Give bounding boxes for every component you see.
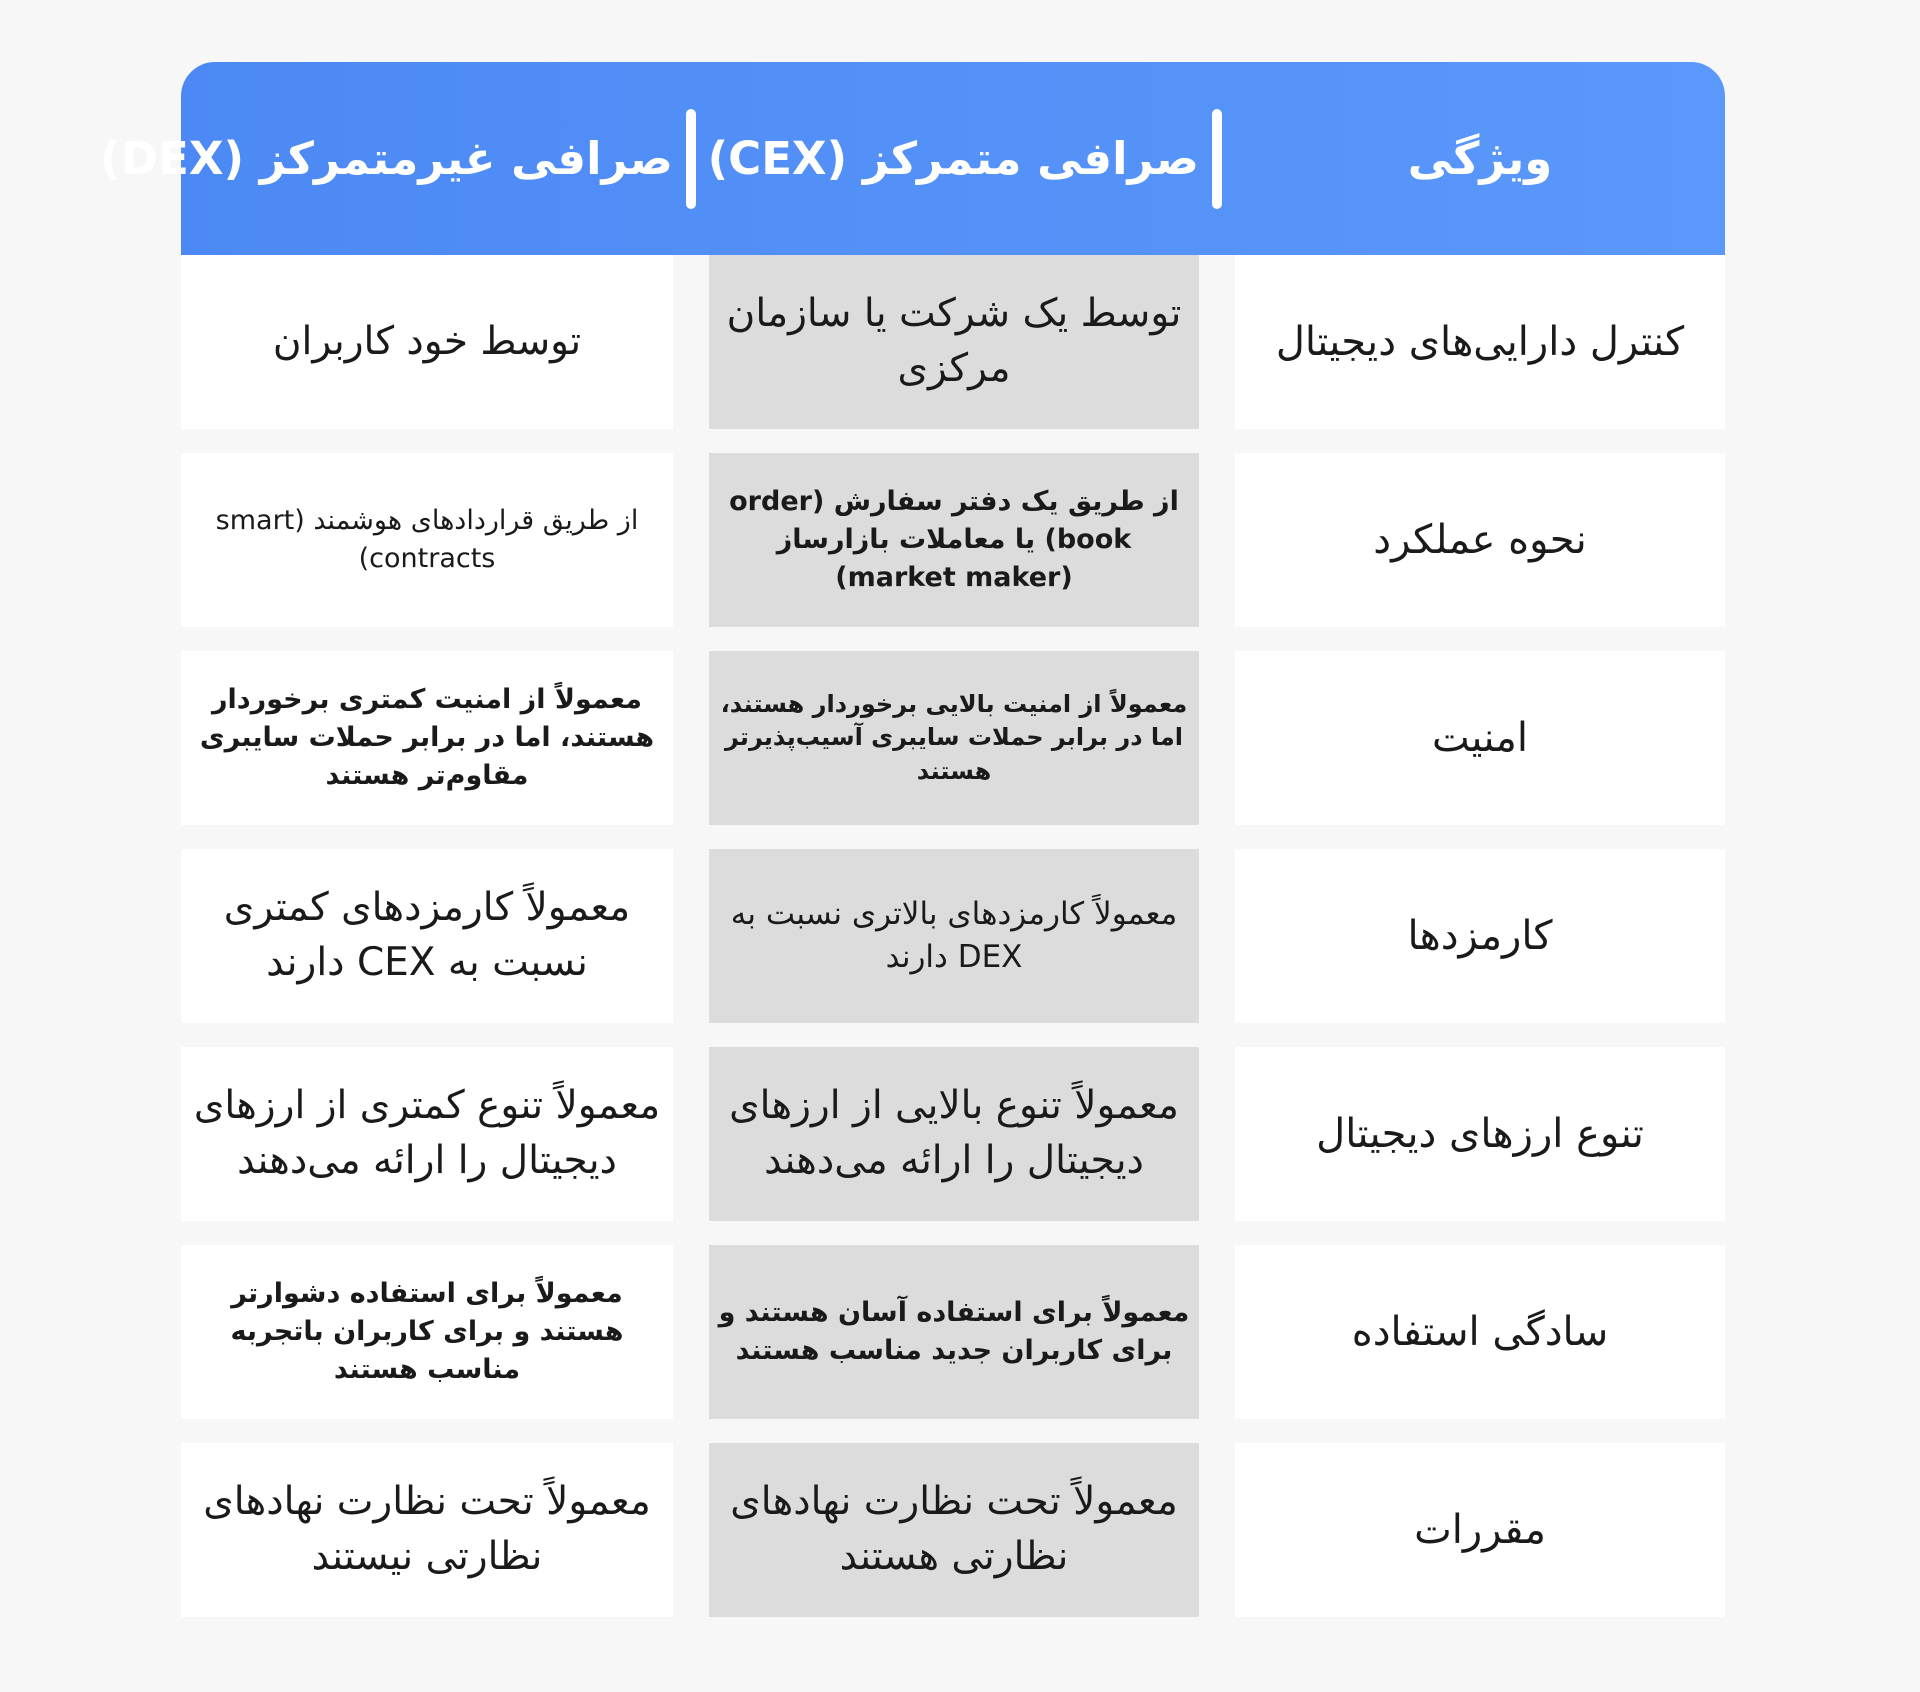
comparison-table (100, 62, 1725, 1617)
cex-cell: معمولاً برای استفاده آسان هستند و برای کاربران جدید مناسب هستند (709, 1245, 1199, 1419)
header-divider (673, 109, 709, 209)
table-row (181, 1245, 1725, 1419)
table-row (181, 453, 1725, 627)
header-cex: صرافی متمرکز (CEX) (707, 132, 1199, 185)
cex-cell: معمولاً تحت نظارت نهادهای نظارتی هستند (709, 1443, 1199, 1617)
cex-cell: از طریق یک دفتر سفارش (order book) یا معاملات بازارساز (market maker) (709, 453, 1199, 627)
feature-cell: مقررات (1235, 1443, 1725, 1617)
feature-cell: کارمزدها (1235, 849, 1725, 1023)
dex-cell: معمولاً تنوع کمتری از ارزهای دیجیتال را ارائه می‌دهند (181, 1047, 673, 1221)
feature-cell: امنیت (1235, 651, 1725, 825)
dex-cell: توسط خود کاربران (181, 255, 673, 429)
feature-cell: تنوع ارزهای دیجیتال (1235, 1047, 1725, 1221)
header-dex: صرافی غیرمتمرکز (DEX) (100, 132, 673, 185)
table-row (181, 651, 1725, 825)
dex-cell: معمولاً تحت نظارت نهادهای نظارتی نیستند (181, 1443, 673, 1617)
dex-cell: معمولاً کارمزدهای کمتری نسبت به CEX دارند (181, 849, 673, 1023)
dex-cell: معمولاً از امنیت کمتری برخوردار هستند، اما در برابر حملات سایبری مقاوم‌تر هستند (181, 651, 673, 825)
header-feature: ویژگی (1407, 132, 1553, 185)
cex-cell: معمولاً کارمزدهای بالاتری نسبت به DEX دارند (709, 849, 1199, 1023)
feature-cell: کنترل دارایی‌های دیجیتال (1235, 255, 1725, 429)
dex-cell: از طریق قراردادهای هوشمند (smart contracts) (181, 453, 673, 627)
table-row (181, 849, 1725, 1023)
cex-cell: توسط یک شرکت یا سازمان مرکزی (709, 255, 1199, 429)
table-header (100, 62, 1725, 255)
table-row (181, 1443, 1725, 1617)
header-divider (1199, 109, 1235, 209)
feature-cell: سادگی استفاده (1235, 1245, 1725, 1419)
feature-cell: نحوه عملکرد (1235, 453, 1725, 627)
cex-cell: معمولاً تنوع بالایی از ارزهای دیجیتال را ارائه می‌دهند (709, 1047, 1199, 1221)
dex-cell: معمولاً برای استفاده دشوارتر هستند و برای کاربران باتجربه مناسب هستند (181, 1245, 673, 1419)
table-row (181, 255, 1725, 429)
cex-cell: معمولاً از امنیت بالایی برخوردار هستند، اما در برابر حملات سایبری آسیب‌پذیرتر هستند (709, 651, 1199, 825)
table-row (181, 1047, 1725, 1221)
